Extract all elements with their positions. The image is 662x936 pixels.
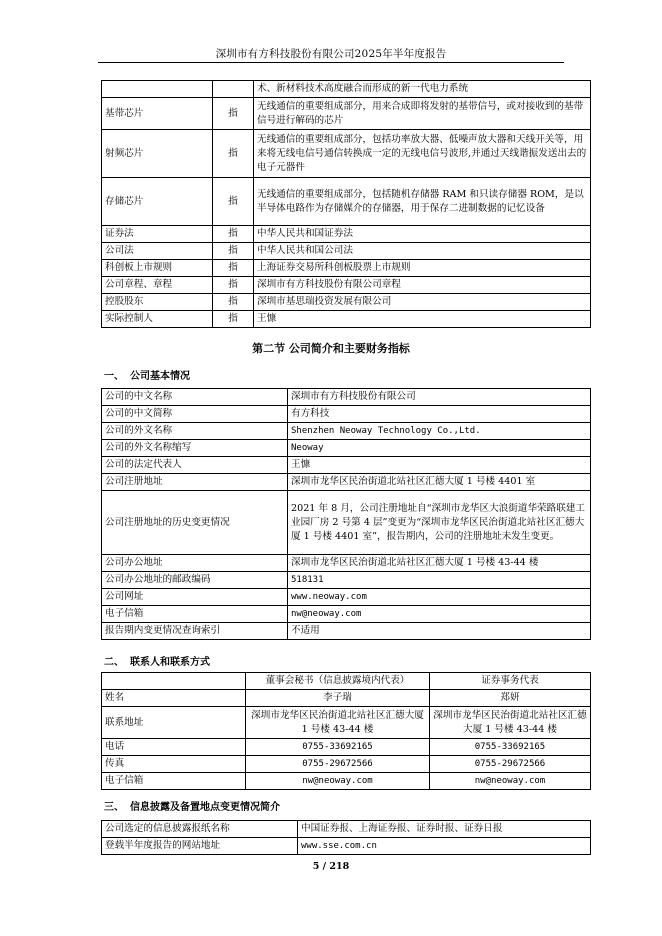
definition-desc: 中华人民共和国公司法 — [254, 243, 591, 260]
info-value: 王慷 — [288, 457, 591, 474]
table-row — [102, 260, 591, 277]
disclosure-table — [101, 820, 591, 855]
info-label: 公司的法定代表人 — [102, 457, 288, 474]
info-label: 公司的中文简称 — [102, 406, 288, 423]
definition-term — [102, 81, 213, 98]
contact-value: 深圳市龙华区民治街道北站社区汇德大厦 1 号楼 43-44 楼 — [246, 707, 430, 739]
definition-desc: 无线通信的重要组成部分，包括随机存储器 RAM 和只读存储器 ROM，是以半导体电路作为存储媒介的存储器，用于保存二进制数据的记忆设备 — [254, 178, 591, 226]
info-label: 公司注册地址的历史变更情况 — [102, 491, 288, 555]
definition-term: 公司章程、章程 — [102, 277, 213, 294]
info-label: 公司办公地址的邮政编码 — [102, 572, 288, 589]
header-divider — [98, 62, 564, 63]
table-row — [102, 226, 591, 243]
disclosure-value: 中国证券报、上海证券报、证券时报、证券日报 — [298, 821, 591, 838]
contact-label: 电子信箱 — [102, 773, 246, 790]
part2-number: 二、 — [104, 657, 124, 668]
contact-value: 深圳市龙华区民治街道北站社区汇德大厦 1 号楼 43-44 楼 — [430, 707, 591, 739]
report-header-title: 深圳市有方科技股份有限公司2025年半年度报告 — [215, 48, 447, 60]
info-value: 有方科技 — [288, 406, 591, 423]
table-row — [102, 606, 591, 623]
info-value: 2021 年 8 月，公司注册地址自“深圳市龙华区大浪街道华荣路联建工业园厂房 2 号第 4 层”变更为“深圳市龙华区民治街道北站社区汇德大厦 1 号楼 4401 室”，报告期内，公司的注册地址未发生变更。 — [288, 491, 591, 555]
disclosure-label: 登载半年度报告的网站地址 — [102, 838, 298, 855]
table-row — [102, 440, 591, 457]
contact-label: 传真 — [102, 756, 246, 773]
definition-term: 基带芯片 — [102, 98, 213, 130]
contact-value: 郑妍 — [430, 690, 591, 707]
definition-desc: 无线通信的重要组成部分，包括功率放大器、低噪声放大器和天线开关等，用来将无线电信号通信转换成一定的无线电信号波形,并通过天线谐振发送出去的电子元器件 — [254, 130, 591, 178]
table-row — [102, 294, 591, 311]
definition-term: 科创板上市规则 — [102, 260, 213, 277]
website-link[interactable]: www.sse.com.cn — [298, 838, 591, 855]
contact-value: 李子瑞 — [246, 690, 430, 707]
info-value: Shenzhen Neoway Technology Co.,Ltd. — [288, 423, 591, 440]
info-value: 不适用 — [288, 623, 591, 640]
definition-refer: 指 — [213, 178, 254, 226]
table-row — [102, 457, 591, 474]
table-row — [102, 311, 591, 328]
info-label: 公司的中文名称 — [102, 389, 288, 406]
table-row — [102, 277, 591, 294]
definition-desc: 术、新材料技术高度融合而形成的新一代电力系统 — [254, 81, 591, 98]
table-row — [102, 690, 591, 707]
table-row — [102, 555, 591, 572]
definition-desc: 王慷 — [254, 311, 591, 328]
table-row — [102, 589, 591, 606]
definition-desc: 中华人民共和国证券法 — [254, 226, 591, 243]
definition-refer: 指 — [213, 277, 254, 294]
part1-heading — [104, 367, 190, 382]
definition-term: 证券法 — [102, 226, 213, 243]
definition-refer: 指 — [213, 226, 254, 243]
column-header: 证券事务代表 — [430, 673, 591, 690]
table-row — [102, 739, 591, 756]
section-title: 第二节 公司简介和主要财务指标 — [252, 342, 410, 355]
table-row — [102, 773, 591, 790]
definition-term: 实际控制人 — [102, 311, 213, 328]
table-row — [102, 756, 591, 773]
info-label: 公司注册地址 — [102, 474, 288, 491]
email-link[interactable]: nw@neoway.com — [430, 773, 591, 790]
table-row — [102, 178, 591, 226]
table-row — [102, 406, 591, 423]
contact-label: 电话 — [102, 739, 246, 756]
definitions-table — [101, 80, 591, 328]
definition-desc: 上海证券交易所科创板股票上市规则 — [254, 260, 591, 277]
definition-refer: 指 — [213, 260, 254, 277]
part3-title: 信息披露及备置地点变更情况简介 — [130, 802, 280, 813]
table-row — [102, 423, 591, 440]
table-row — [102, 389, 591, 406]
part3-number: 三、 — [104, 802, 124, 813]
definition-desc: 深圳市基思瑞投资发展有限公司 — [254, 294, 591, 311]
contacts-table — [101, 672, 591, 790]
info-label: 报告期内变更情况查询索引 — [102, 623, 288, 640]
page-number: 5 / 218 — [312, 861, 350, 872]
contact-label: 姓名 — [102, 690, 246, 707]
contact-value: 0755-29672566 — [246, 756, 430, 773]
definition-refer: 指 — [213, 311, 254, 328]
table-row — [102, 130, 591, 178]
company-info-table — [101, 388, 591, 640]
email-link[interactable]: nw@neoway.com — [246, 773, 430, 790]
info-label: 电子信箱 — [102, 606, 288, 623]
definition-refer: 指 — [213, 130, 254, 178]
info-label: 公司办公地址 — [102, 555, 288, 572]
part1-title: 公司基本情况 — [130, 371, 190, 382]
definition-term: 存储芯片 — [102, 178, 213, 226]
disclosure-label: 公司选定的信息披露报纸名称 — [102, 821, 298, 838]
definition-refer: 指 — [213, 98, 254, 130]
website-link[interactable]: www.neoway.com — [288, 589, 591, 606]
info-value: 深圳市龙华区民治街道北站社区汇德大厦 1 号楼 43-44 楼 — [288, 555, 591, 572]
definition-refer: 指 — [213, 294, 254, 311]
info-label: 公司网址 — [102, 589, 288, 606]
info-label: 公司的外文名称缩写 — [102, 440, 288, 457]
info-label: 公司的外文名称 — [102, 423, 288, 440]
column-header: 董事会秘书（信息披露境内代表） — [246, 673, 430, 690]
table-row — [102, 821, 591, 838]
definition-refer: 指 — [213, 243, 254, 260]
contact-value: 0755-33692165 — [430, 739, 591, 756]
header-blank — [102, 673, 246, 690]
definition-term: 控股股东 — [102, 294, 213, 311]
table-row — [102, 98, 591, 130]
table-row — [102, 623, 591, 640]
info-value: 深圳市龙华区民治街道北站社区汇德大厦 1 号楼 4401 室 — [288, 474, 591, 491]
definition-term: 公司法 — [102, 243, 213, 260]
definition-term: 射频芯片 — [102, 130, 213, 178]
definition-desc: 无线通信的重要组成部分，用来合成即将发射的基带信号，或对接收到的基带信号进行解码的芯片 — [254, 98, 591, 130]
part3-heading — [104, 798, 280, 813]
table-header-row — [102, 673, 591, 690]
table-row — [102, 243, 591, 260]
part2-title: 联系人和联系方式 — [130, 657, 210, 668]
contact-value: 0755-29672566 — [430, 756, 591, 773]
definition-desc: 深圳市有方科技股份有限公司章程 — [254, 277, 591, 294]
table-row — [102, 572, 591, 589]
part1-number: 一、 — [104, 371, 124, 382]
part2-heading — [104, 653, 210, 668]
info-value: Neoway — [288, 440, 591, 457]
definition-refer — [213, 81, 254, 98]
table-row — [102, 838, 591, 855]
table-row — [102, 707, 591, 739]
table-row — [102, 491, 591, 555]
info-value: 深圳市有方科技股份有限公司 — [288, 389, 591, 406]
table-row — [102, 81, 591, 98]
email-link[interactable]: nw@neoway.com — [288, 606, 591, 623]
table-row — [102, 474, 591, 491]
info-value: 518131 — [288, 572, 591, 589]
contact-value: 0755-33692165 — [246, 739, 430, 756]
contact-label: 联系地址 — [102, 707, 246, 739]
